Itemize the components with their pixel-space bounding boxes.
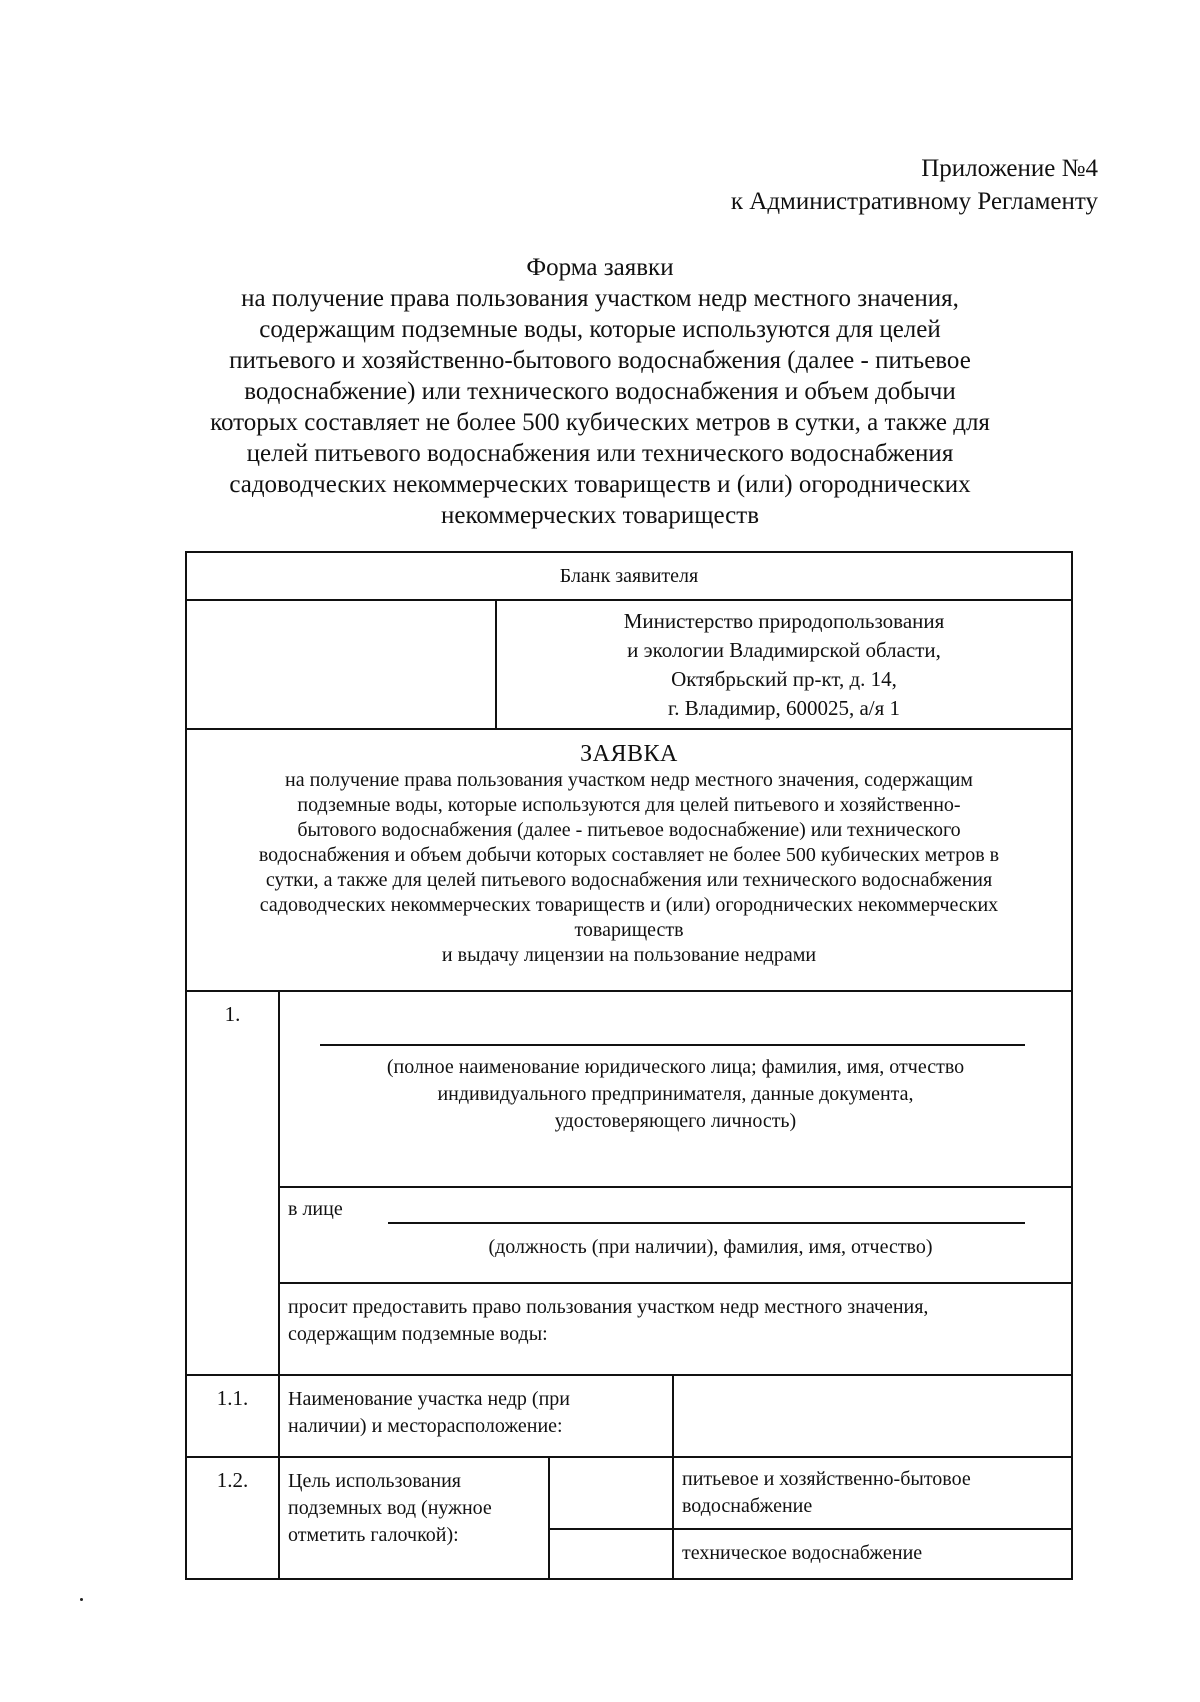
addressee-row: [187, 601, 1071, 730]
applicant-name-line[interactable]: [320, 1044, 1025, 1046]
item-number: 1.2.: [216, 1468, 249, 1492]
application-heading-row: [187, 730, 1071, 992]
options-column: [672, 1458, 1071, 1578]
caption-line: (полное наименование юридического лица; фамилия, имя, отчество: [386, 1056, 965, 1078]
option-line: водоснабжение: [682, 1495, 813, 1517]
application-text-line: садоводческих некоммерческих товариществ и (или) огороднических некоммерческих: [259, 894, 999, 916]
title-line: Форма заявки: [526, 254, 674, 281]
representative-caption: (должность (при наличии), фамилия, имя, отчество): [488, 1236, 933, 1258]
title-line: на получение права пользования участком недр местного значения,: [241, 285, 959, 312]
addressee-line: Октябрьский пр-кт, д. 14,: [671, 666, 897, 691]
request-text-line: просит предоставить право пользования участком недр местного значения,: [288, 1296, 929, 1318]
option-line: питьевое и хозяйственно-бытовое: [682, 1468, 971, 1490]
appendix-number: Приложение №4: [921, 155, 1098, 182]
option-divider: [674, 1528, 1071, 1530]
addressee-line: и экологии Владимирской области,: [627, 637, 941, 662]
title-line: некоммерческих товариществ: [441, 502, 759, 529]
application-text-line: водоснабжения и объем добычи которых составляет не более 500 кубических метров в: [258, 844, 1000, 866]
checkbox-column: [548, 1458, 672, 1578]
item-number-cell: [187, 1376, 280, 1456]
applicant-letterhead-label: Бланк заявителя: [559, 564, 699, 587]
scan-speck: [80, 1598, 83, 1601]
application-text-line: и выдачу лицензии на пользование недрами: [441, 944, 817, 966]
appendix-header: [731, 152, 1098, 218]
drinking-water-option: [682, 1466, 971, 1520]
technical-water-checkbox[interactable]: [550, 1530, 672, 1578]
item-number: 1.1.: [216, 1386, 249, 1410]
representative-line[interactable]: [388, 1222, 1025, 1224]
title-line: которых составляет не более 500 кубических метров в сутки, а также для: [210, 409, 990, 436]
addressee-blank-cell[interactable]: [187, 601, 497, 728]
label-line: Цель использования: [288, 1470, 461, 1492]
item-1-row: [187, 992, 1071, 1376]
application-form: [185, 551, 1073, 1580]
applicant-letterhead-row: [187, 553, 1071, 601]
applicant-name-section: [280, 992, 1071, 1188]
application-text-line: бытового водоснабжения (далее - питьевое водоснабжение) или технического: [297, 819, 961, 841]
title-line: садоводческих некоммерческих товариществ и (или) огороднических: [229, 471, 971, 498]
application-text-line: подземные воды, которые используются для целей питьевого и хозяйственно-: [297, 794, 961, 816]
caption-line: удостоверяющего личность): [554, 1110, 797, 1132]
label-line: подземных вод (нужное: [288, 1497, 492, 1519]
applicant-name-caption: [280, 1054, 1071, 1135]
application-text-line: на получение права пользования участком недр местного значения, содержащим: [285, 769, 973, 791]
title-line: целей питьевого водоснабжения или технического водоснабжения: [246, 440, 954, 467]
water-use-purpose-label: [280, 1458, 548, 1578]
title-line: водоснабжение) или технического водоснабжения и объем добычи: [244, 378, 956, 405]
representative-label: в лице: [288, 1198, 343, 1220]
representative-section: [280, 1188, 1071, 1284]
addressee-line: г. Владимир, 600025, а/я 1: [667, 695, 901, 720]
label-line: Наименование участка недр (при: [288, 1388, 571, 1410]
addressee-line: Министерство природопользования: [623, 608, 945, 633]
title-line: питьевого и хозяйственно-бытового водоснабжения (далее - питьевое: [229, 347, 971, 374]
application-text-line: сутки, а также для целей питьевого водоснабжения или технического водоснабжения: [265, 869, 993, 891]
item-1-content: [280, 992, 1071, 1358]
subsoil-site-label: [280, 1376, 672, 1456]
caption-line: индивидуального предпринимателя, данные документа,: [437, 1083, 914, 1105]
request-text-line: содержащим подземные воды:: [288, 1323, 548, 1345]
technical-water-option: техническое водоснабжение: [682, 1542, 923, 1564]
application-text-line: товариществ: [574, 919, 684, 941]
item-1-2-row: [187, 1458, 1071, 1578]
subsoil-site-input[interactable]: [672, 1376, 1071, 1456]
application-heading: ЗАЯВКА: [580, 741, 678, 767]
item-number: 1.: [224, 1002, 241, 1026]
title-line: содержащим подземные воды, которые используются для целей: [259, 316, 941, 343]
label-line: отметить галочкой):: [288, 1524, 459, 1546]
label-line: наличии) и месторасположение:: [288, 1415, 563, 1437]
appendix-reference: к Административному Регламенту: [730, 188, 1098, 215]
item-number-cell: [187, 1458, 280, 1578]
addressee-cell: [497, 601, 1071, 728]
item-number-cell: [187, 992, 280, 1374]
document-title: [150, 252, 1050, 531]
item-1-1-row: [187, 1376, 1071, 1458]
request-section: [280, 1284, 1071, 1358]
drinking-water-checkbox[interactable]: [550, 1458, 672, 1528]
